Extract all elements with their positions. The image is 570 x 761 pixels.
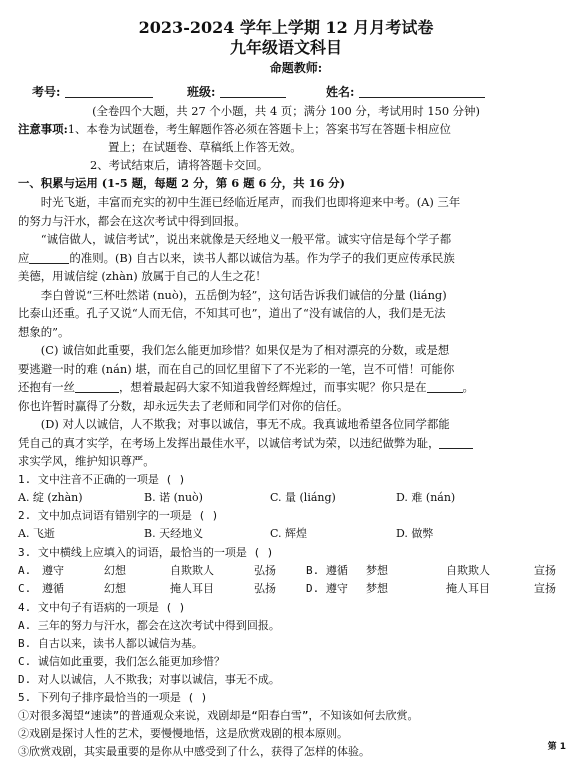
option-cell: 梦想	[366, 563, 388, 577]
option-cell: 幻想	[104, 582, 126, 595]
passage-line: 凭自己的真才实学，在考场上发挥出最佳水平，以诚信考试为荣，以违纪做弊为耻，	[18, 434, 554, 453]
name-label: 姓名:	[326, 85, 355, 99]
question-5	[18, 689, 554, 761]
option-cell: C.	[18, 582, 32, 595]
exam-title: 2023-2024 学年上学期 12 月月考试卷	[138, 18, 434, 37]
option-cell: 弘扬	[254, 582, 276, 595]
question-1	[18, 471, 554, 508]
fill-blank-3	[427, 380, 463, 393]
option-cell: 遵守	[42, 563, 64, 577]
option-cell: D. 遵守	[306, 582, 348, 595]
teacher-label: 命题教师:	[269, 61, 323, 75]
option-a: A. 三年的努力与汗水，都会在这次考试中得到回报。	[18, 618, 280, 632]
passage-line: (D) 对人以诚信，人不欺我；对事以诚信，事无不成。我真诚地希望各位同学都能	[40, 417, 450, 431]
class-label: 班级:	[187, 85, 216, 99]
option-cell: 掩人耳目	[446, 582, 490, 595]
passage-line: 的努力与汗水，都会在这次考试中得到回报。	[18, 213, 246, 228]
fill-blank-4	[439, 436, 473, 449]
option-d: D. 做弊	[396, 527, 434, 540]
page-number: 第 1	[547, 741, 566, 752]
passage-line: 美德，用诚信绽 (zhàn) 放属于自己的人生之花！	[18, 269, 267, 283]
fill-blank-1	[29, 251, 69, 264]
option-a: A. 飞逝	[18, 527, 55, 540]
option-cell: 弘扬	[254, 563, 276, 577]
option-c: C. 量 (liáng)	[270, 490, 336, 504]
option-cell: 掩人耳目	[170, 582, 214, 595]
option-c: C. 诚信如此重要，我们怎么能更加珍惜？	[18, 654, 225, 668]
option-b: B. 天经地义	[144, 527, 204, 540]
option-cell: 自欺欺人	[446, 563, 490, 577]
sentence-3: ③欣赏戏剧，其实最重要的是你从中感受到了什么，获得了怎样的体验。	[18, 744, 370, 758]
sentence-1: ①对很多渴望“速读”的普通观众来说，戏剧却是“阳春白雪”，不知该如何去欣赏。	[18, 708, 419, 722]
notes	[18, 120, 554, 174]
fill-blank-2	[75, 380, 119, 393]
note-1b: 置上；在试题卷、草稿纸上作答无效。	[108, 140, 302, 154]
option-cell: A.	[18, 563, 32, 577]
options-row	[18, 562, 554, 599]
student-info-row	[18, 82, 554, 102]
option-cell: B. 遵循	[306, 563, 348, 577]
passage-line: 要逃避一时的难 (nán) 堪，而在自己的回忆里留下了不光彩的一笔，岂不可惜！可能你	[18, 361, 455, 376]
question-stem: 2. 文中加点词语有错别字的一项是 ( )	[18, 509, 219, 522]
passage-line: 想象的”。	[18, 324, 70, 339]
option-c: C. 辉煌	[270, 527, 308, 540]
notes-label: 注意事项:	[18, 122, 68, 136]
subject-title: 九年级语文科目	[229, 38, 342, 57]
question-4	[18, 599, 554, 689]
passage-line: 时光飞逝，丰富而充实的初中生涯已经临近尾声，而我们也即将迎来中考。(A) 三年	[40, 195, 461, 209]
question-stem: 4. 文中句子有语病的一项是 ( )	[18, 600, 186, 614]
option-cell: 宣扬	[534, 563, 556, 577]
note-2: 2、考试结束后，请将答题卡交回。	[90, 158, 269, 172]
options-row	[18, 489, 554, 508]
passage-line: 还抱有一丝 ，想着最起码大家不知道我曾经辉煌过，而事实呢？你只是在 。	[18, 380, 474, 394]
option-cell: 自欺欺人	[170, 563, 214, 577]
question-2	[18, 507, 554, 544]
passage-line: 你也许暂时赢得了分数，却永远失去了老师和同学们对你的信任。	[18, 398, 349, 413]
exam-number-label: 考号:	[32, 85, 61, 99]
passage-line: 比泰山还重。孔子又说“人而无信，不知其可也”，道出了“没有诚信的人，我们是无法	[18, 306, 446, 320]
option-b: B. 诺 (nuò)	[144, 490, 203, 504]
passage-line: 求实学风，维护知识尊严。	[18, 454, 155, 468]
passage-line: 应 的准则。(B) 自古以来，读书人都以诚信为基。作为学子的我们更应传承民族	[18, 250, 455, 265]
option-d: D. 对人以诚信，人不欺我；对事以诚信，事无不成。	[18, 672, 280, 686]
question-stem: 1. 文中注音不正确的一项是 ( )	[18, 472, 186, 486]
note-1a: 1、本卷为试题卷，考生解题作答必须在答题卡上；答案书写在答题卡相应位	[67, 122, 451, 136]
exam-number-blank	[65, 84, 153, 98]
option-cell: 遵循	[42, 582, 64, 595]
passage-line: “诚信做人，诚信考试”，说出来就像是天经地义一般平常。诚实守信是每个学子都	[40, 232, 452, 246]
class-blank	[220, 84, 286, 98]
exam-meta: (全卷四个大题，共 27 个小题，共 4 页；满分 100 分，考试用时 150 分钟)	[92, 104, 480, 118]
section-1-heading: 一、积累与运用 (1-5 题，每题 2 分，第 6 题 6 分，共 16 分)	[18, 176, 346, 190]
question-stem: 5. 下列句子排序最恰当的一项是 ( )	[18, 690, 208, 704]
option-b: B. 自古以来，读书人都以诚信为基。	[18, 636, 203, 650]
option-cell: 梦想	[366, 582, 388, 595]
option-cell: 宣扬	[534, 582, 556, 595]
question-stem: 3. 文中横线上应填入的词语，最恰当的一项是 ( )	[18, 545, 274, 559]
option-d: D. 难 (nán)	[396, 490, 456, 504]
sentence-2: ②戏剧是探讨人性的艺术，要慢慢地悟，这是欣赏戏剧的根本原则。	[18, 726, 348, 740]
question-3	[18, 544, 554, 599]
option-cell: 幻想	[104, 563, 126, 577]
reading-passage	[18, 193, 554, 471]
name-blank	[359, 84, 485, 98]
option-a: A. 绽 (zhàn)	[18, 490, 83, 504]
passage-line: (C) 诚信如此重要，我们怎么能更加珍惜？如果仅是为了相对漂亮的分数，或是想	[40, 343, 450, 357]
passage-line: 李白曾说“三杯吐然诺 (nuò)，五岳倒为轻”，这句话告诉我们诚信的分量 (liáng)	[40, 287, 447, 302]
options-row	[18, 525, 554, 544]
